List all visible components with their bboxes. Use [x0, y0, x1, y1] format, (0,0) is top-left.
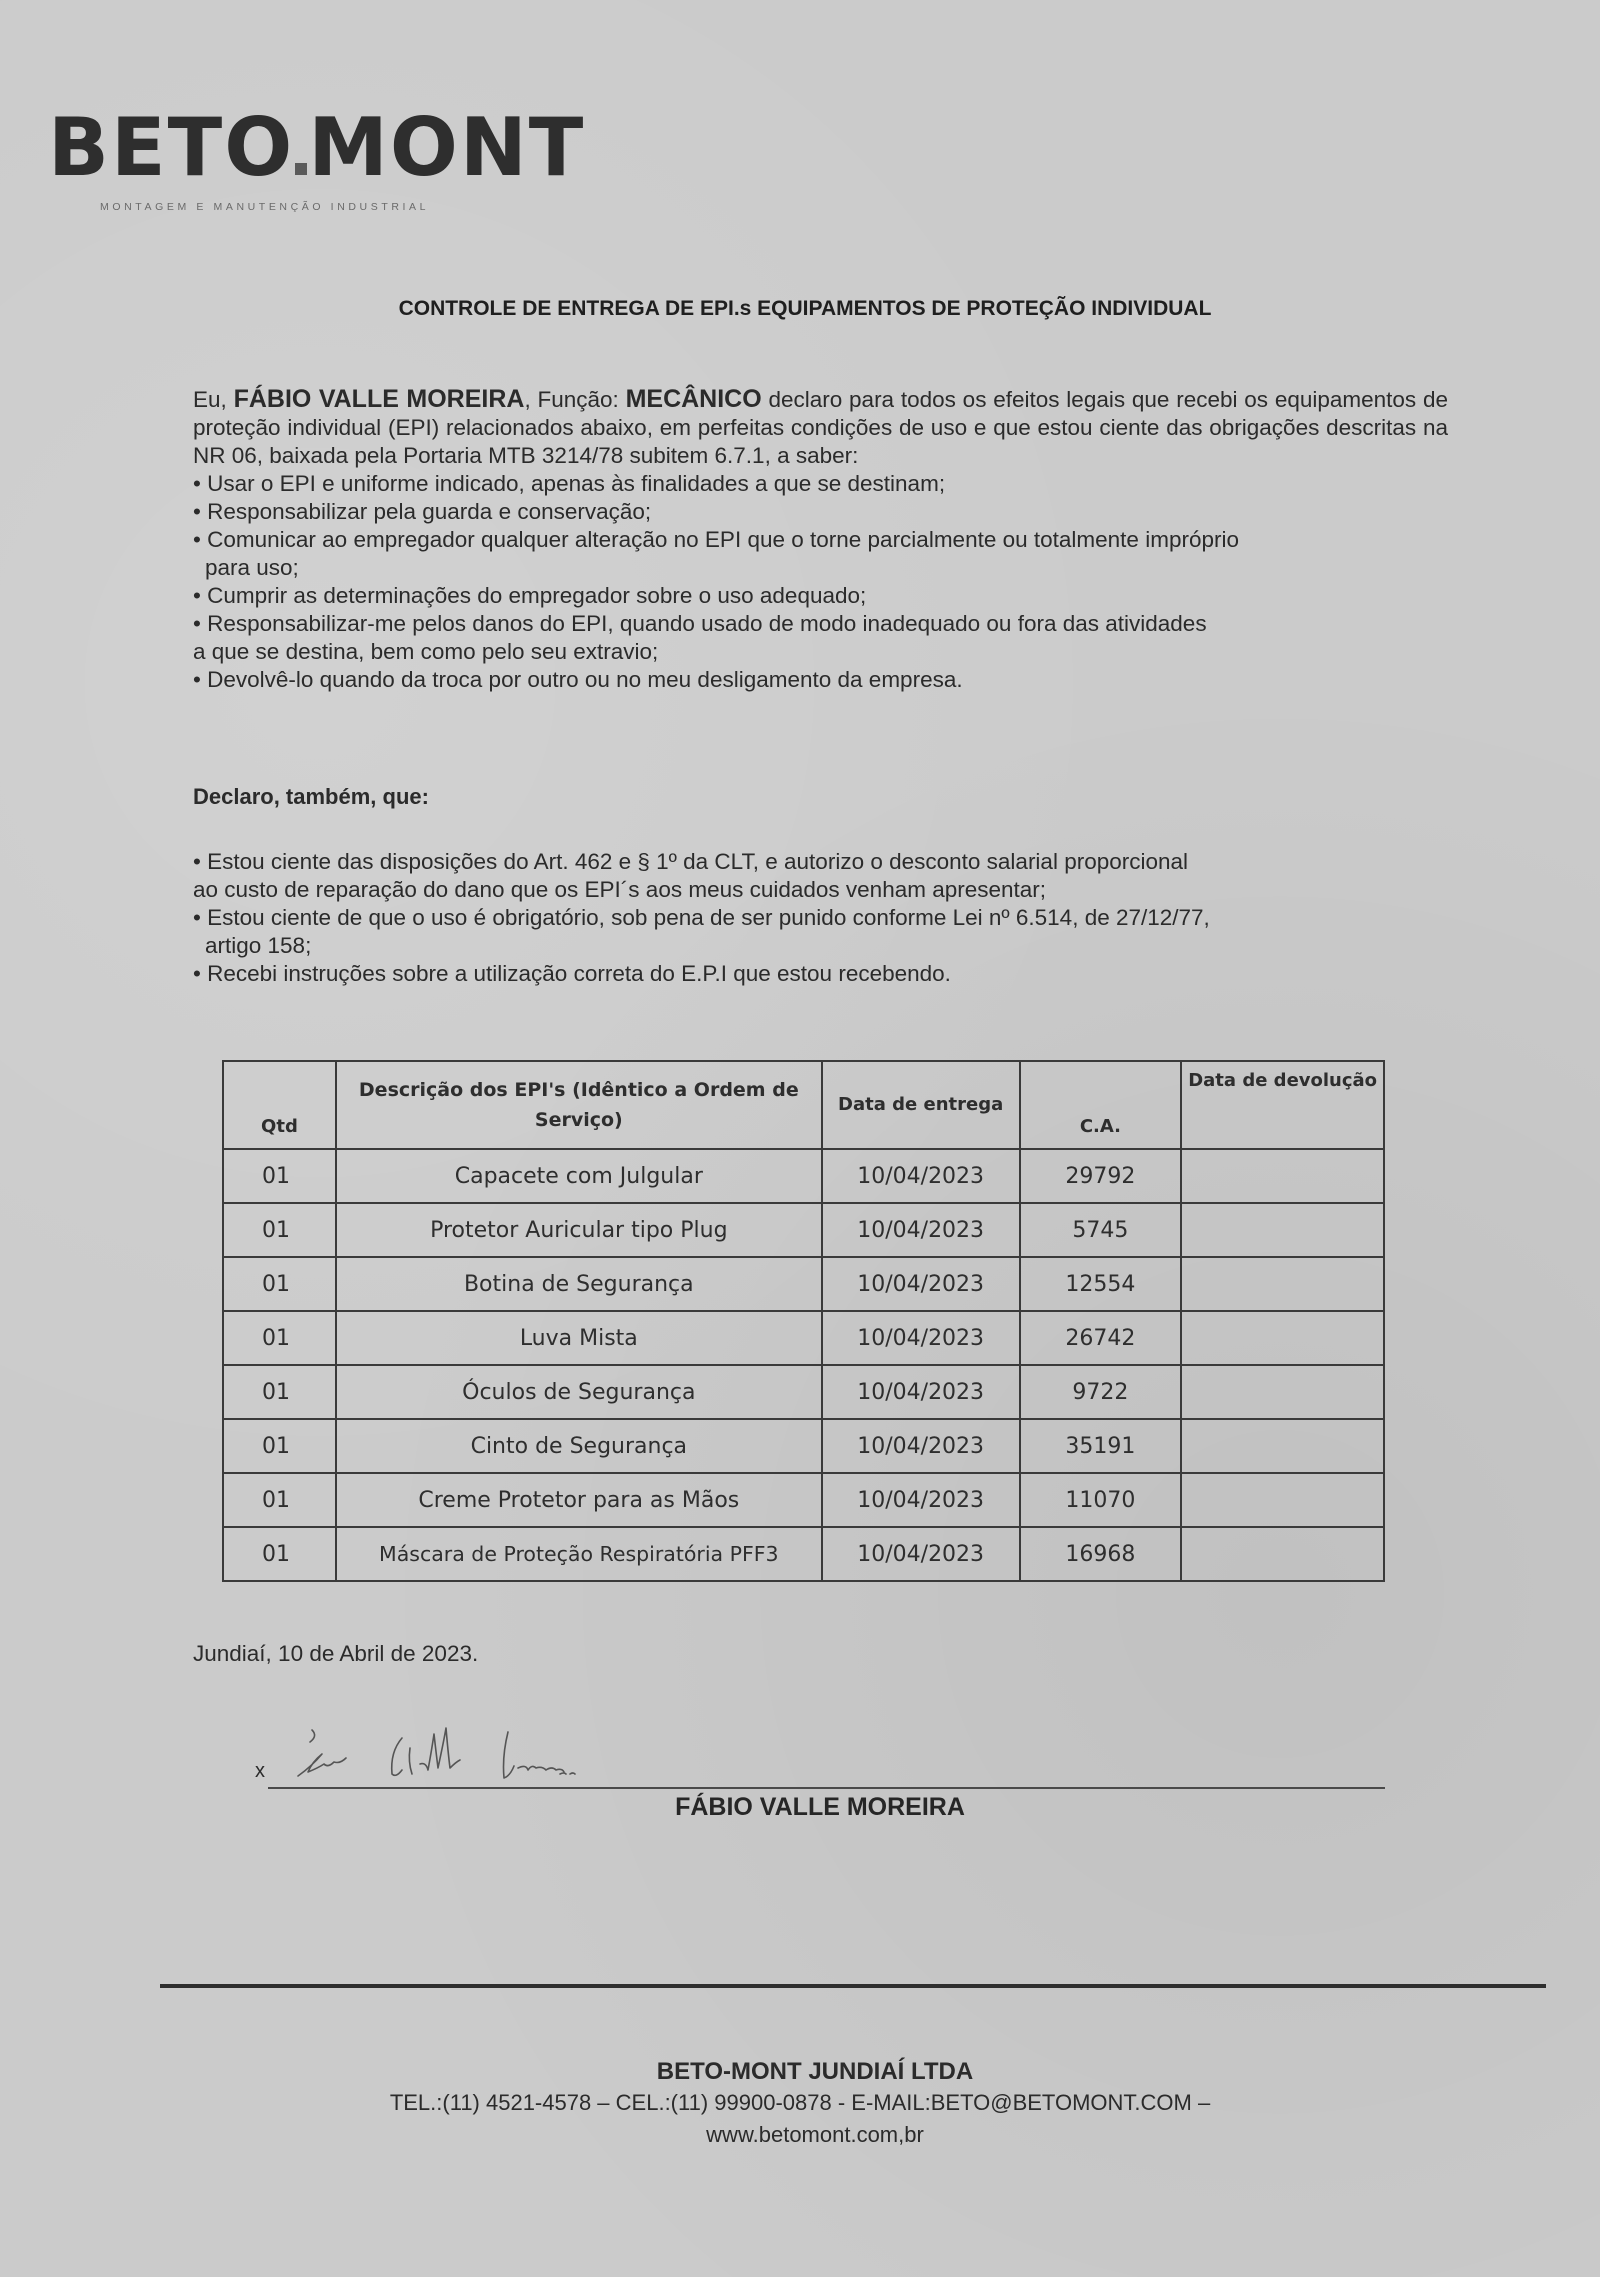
obligation-item-continuation: a que se destina, bem como pelo seu extravio;	[193, 639, 659, 664]
table-row	[223, 1311, 1384, 1365]
cell-qtd: 01	[223, 1527, 336, 1581]
cell-return-date	[1181, 1149, 1384, 1203]
table-row	[223, 1203, 1384, 1257]
footer-company: BETO-MONT JUNDIAÍ LTDA	[656, 2058, 974, 2085]
cell-return-date	[1181, 1365, 1384, 1419]
table-row	[223, 1365, 1384, 1419]
cell-description: Capacete com Julgular	[336, 1149, 822, 1203]
obligation-item-continuation: para uso;	[205, 555, 299, 580]
cell-description: Luva Mista	[336, 1311, 822, 1365]
header-description: Descrição dos EPI's (Idêntico a Ordem de Serviço)	[336, 1061, 822, 1149]
declaration-heading: Declaro, também, que:	[193, 784, 429, 809]
table-header-row	[223, 1061, 1384, 1149]
cell-ca: 9722	[1020, 1365, 1182, 1419]
logo-text-right: MONT	[308, 101, 586, 194]
footer-divider	[160, 1984, 1546, 1988]
cell-description: Óculos de Segurança	[336, 1365, 822, 1419]
obligation-item: • Responsabilizar pela guarda e conservação;	[193, 499, 652, 524]
declaration-line: • Recebi instruções sobre a utilização correta do E.P.I que estou recebendo.	[193, 961, 951, 986]
header-ca: C.A.	[1020, 1061, 1182, 1149]
cell-qtd: 01	[223, 1257, 336, 1311]
cell-delivery-date: 10/04/2023	[822, 1203, 1020, 1257]
footer-website: www.betomont.com,br	[706, 2122, 924, 2147]
obligation-item: • Cumprir as determinações do empregador sobre o uso adequado;	[193, 583, 867, 608]
cell-ca: 12554	[1020, 1257, 1182, 1311]
obligation-item: • Devolvê-lo quando da troca por outro ou no meu desligamento da empresa.	[193, 667, 963, 692]
cell-qtd: 01	[223, 1473, 336, 1527]
function-value: MECÂNICO	[625, 385, 762, 413]
cell-description: Botina de Segurança	[336, 1257, 822, 1311]
epi-table	[222, 1060, 1385, 1582]
declaration-line: • Estou ciente das disposições do Art. 462 e § 1º da CLT, e autorizo o desconto salarial proporcional	[193, 849, 1189, 874]
cell-delivery-date: 10/04/2023	[822, 1527, 1020, 1581]
header-return-date: Data de devolução	[1181, 1061, 1384, 1149]
cell-delivery-date: 10/04/2023	[822, 1311, 1020, 1365]
table-row	[223, 1473, 1384, 1527]
signature-line	[268, 1787, 1385, 1789]
obligation-item: • Comunicar ao empregador qualquer alteração no EPI que o torne parcialmente ou totalmente impróprio	[193, 527, 1239, 552]
cell-qtd: 01	[223, 1311, 336, 1365]
cell-delivery-date: 10/04/2023	[822, 1365, 1020, 1419]
obligations-list	[193, 470, 1448, 694]
cell-ca: 35191	[1020, 1419, 1182, 1473]
table-row	[223, 1419, 1384, 1473]
place-and-date: Jundiaí, 10 de Abril de 2023.	[193, 1641, 479, 1666]
declaration-section	[193, 848, 1408, 988]
cell-ca: 5745	[1020, 1203, 1182, 1257]
intro-section	[193, 385, 1448, 694]
intro-paragraph	[193, 385, 1448, 470]
cell-ca: 29792	[1020, 1149, 1182, 1203]
document-title: CONTROLE DE ENTREGA DE EPI.s EQUIPAMENTOS DE PROTEÇÃO INDIVIDUAL	[398, 297, 1212, 320]
signature-mark: x	[255, 1760, 265, 1782]
cell-return-date	[1181, 1203, 1384, 1257]
table-row	[223, 1149, 1384, 1203]
employee-name: FÁBIO VALLE MOREIRA	[233, 385, 525, 413]
footer-contact: TEL.:(11) 4521-4578 – CEL.:(11) 99900-0878 - E-MAIL:BETO@BETOMONT.COM –	[389, 2090, 1211, 2115]
cell-qtd: 01	[223, 1419, 336, 1473]
obligation-item: • Usar o EPI e uniforme indicado, apenas às finalidades a que se destinam;	[193, 471, 946, 496]
logo-tagline: MONTAGEM E MANUTENÇÃO INDUSTRIAL	[100, 201, 430, 213]
signer-name: FÁBIO VALLE MOREIRA	[675, 1793, 965, 1821]
handwritten-signature	[290, 1718, 670, 1788]
cell-delivery-date: 10/04/2023	[822, 1149, 1020, 1203]
cell-return-date	[1181, 1473, 1384, 1527]
logo-text-left: BETO	[48, 101, 295, 194]
cell-delivery-date: 10/04/2023	[822, 1257, 1020, 1311]
cell-ca: 26742	[1020, 1311, 1182, 1365]
header-delivery-date: Data de entrega	[822, 1061, 1020, 1149]
cell-qtd: 01	[223, 1149, 336, 1203]
cell-description: Protetor Auricular tipo Plug	[336, 1203, 822, 1257]
cell-ca: 11070	[1020, 1473, 1182, 1527]
cell-return-date	[1181, 1311, 1384, 1365]
cell-return-date	[1181, 1257, 1384, 1311]
intro-prefix: Eu,	[193, 387, 234, 412]
cell-qtd: 01	[223, 1203, 336, 1257]
intro-text: declaro para todos os efeitos legais que recebi os equipamentos de proteção individual (EPI) relacionados abaixo, em perfeitas condições de uso e que estou ciente das obrigações descritas na NR 06, baixada pela Portaria MTB 3214/78 subitem 6.7.1, a saber:	[193, 387, 1448, 468]
cell-ca: 16968	[1020, 1527, 1182, 1581]
logo-square-icon	[295, 163, 307, 175]
cell-description: Máscara de Proteção Respiratória PFF3	[336, 1527, 822, 1581]
obligation-item: • Responsabilizar-me pelos danos do EPI, quando usado de modo inadequado ou fora das atividades	[193, 611, 1207, 636]
function-label: , Função:	[524, 387, 626, 412]
cell-description: Cinto de Segurança	[336, 1419, 822, 1473]
table-row	[223, 1527, 1384, 1581]
declaration-line: • Estou ciente de que o uso é obrigatório, sob pena de ser punido conforme Lei nº 6.514, de 27/12/77,	[193, 905, 1210, 930]
cell-description: Creme Protetor para as Mãos	[336, 1473, 822, 1527]
cell-return-date	[1181, 1419, 1384, 1473]
cell-delivery-date: 10/04/2023	[822, 1419, 1020, 1473]
table-row	[223, 1257, 1384, 1311]
cell-return-date	[1181, 1527, 1384, 1581]
company-logo	[48, 101, 586, 194]
header-qtd: Qtd	[223, 1061, 336, 1149]
cell-qtd: 01	[223, 1365, 336, 1419]
cell-delivery-date: 10/04/2023	[822, 1473, 1020, 1527]
declaration-line: artigo 158;	[205, 933, 312, 958]
declaration-line: ao custo de reparação do dano que os EPI´s aos meus cuidados venham apresentar;	[193, 877, 1047, 902]
